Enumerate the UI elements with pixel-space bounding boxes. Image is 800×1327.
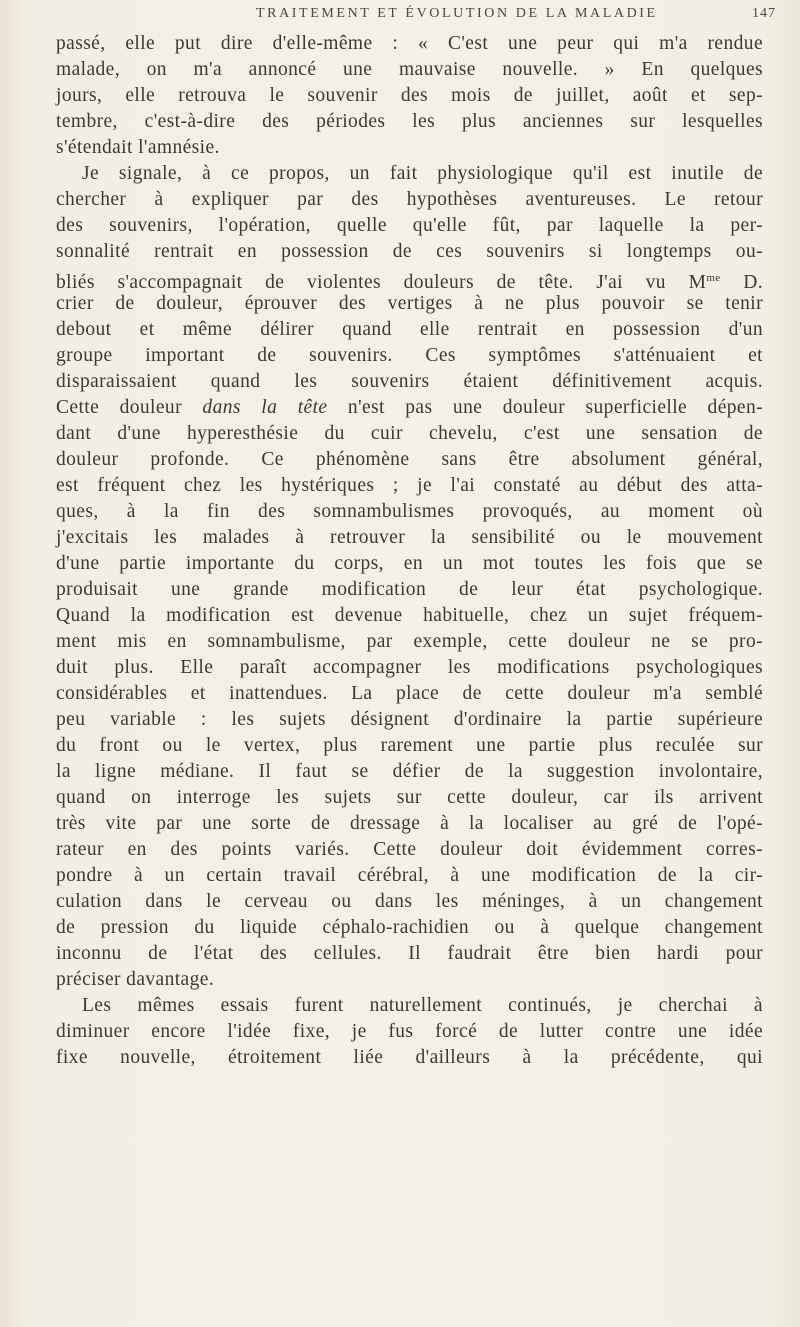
text-line: du front ou le vertex, plus rarement une partie plus reculée sur (56, 735, 763, 756)
text-line: disparaissaient quand les souvenirs étaient définitivement acquis. (56, 371, 763, 392)
text-line: la ligne médiane. Il faut se défier de la suggestion involontaire, (56, 761, 763, 782)
text-line: des souvenirs, l'opération, quelle qu'elle fût, par laquelle la per- (56, 215, 763, 236)
text-line: passé, elle put dire d'elle-même : « C'est une peur qui m'a rendue (56, 33, 763, 54)
page-header (0, 6, 800, 30)
text-line: s'étendait l'amnésie. (56, 137, 220, 158)
text-line: d'une partie importante du corps, en un mot toutes les fois que se (56, 553, 763, 574)
italic-phrase: dans la tête (202, 397, 328, 418)
page-number: 147 (752, 6, 776, 21)
text-line: est fréquent chez les hystériques ; je l'ai constaté au début des atta- (56, 475, 763, 496)
text-line: crier de douleur, éprouver des vertiges à ne plus pouvoir se tenir (56, 293, 763, 314)
text-line: diminuer encore l'idée fixe, je fus forcé de lutter contre une idée (56, 1021, 763, 1042)
text-line: Je signale, à ce propos, un fait physiologique qu'il est inutile de (82, 163, 763, 184)
text-line: peu variable : les sujets désignent d'ordinaire la partie supérieure (56, 709, 763, 730)
text-fragment: n'est pas une douleur superficielle dépen- (327, 397, 764, 418)
text-line: groupe important de souvenirs. Ces symptômes s'atténuaient et (56, 345, 763, 366)
text-line: duit plus. Elle paraît accompagner les modifications psychologiques (56, 657, 763, 678)
text-line: rateur en des points variés. Cette douleur doit évidemment corres- (56, 839, 763, 860)
text-line: préciser davantage. (56, 969, 215, 990)
text-line: douleur profonde. Ce phénomène sans être absolument général, (56, 449, 763, 470)
text-line: produisait une grande modification de leur état psychologique. (56, 579, 763, 600)
text-line: très vite par une sorte de dressage à la localiser au gré de l'opé- (56, 813, 763, 834)
body-text (56, 31, 763, 1071)
text-line: fixe nouvelle, étroitement liée d'ailleurs à la précédente, qui (56, 1047, 763, 1068)
text-fragment: D. (720, 272, 763, 293)
text-line: dant d'une hyperesthésie du cuir chevelu, c'est une sensation de (56, 423, 763, 444)
text-line: chercher à expliquer par des hypothèses aventureuses. Le retour (56, 189, 763, 210)
text-line: ques, à la fin des somnambulismes provoqués, au moment où (56, 501, 763, 522)
text-line: j'excitais les malades à retrouver la sensibilité ou le mouvement (56, 527, 763, 548)
running-title: TRAITEMENT ET ÉVOLUTION DE LA MALADIE (256, 6, 658, 21)
text-line: malade, on m'a annoncé une mauvaise nouvelle. » En quelques (56, 59, 763, 80)
text-fragment: Cette douleur (56, 397, 203, 418)
text-line (56, 395, 763, 421)
text-line: pondre à un certain travail cérébral, à une modification de la cir- (56, 865, 763, 886)
superscript: me (706, 272, 721, 284)
text-line: quand on interroge les sujets sur cette douleur, car ils arrivent (56, 787, 763, 808)
text-fragment: bliés s'accompagnait de violentes douleurs de tête. J'ai vu M (56, 272, 707, 293)
text-line: Quand la modification est devenue habituelle, chez un sujet fréquem- (56, 605, 763, 626)
text-line: ment mis en somnambulisme, par exemple, cette douleur ne se pro- (56, 631, 763, 652)
text-line (56, 265, 763, 291)
text-line: culation dans le cerveau ou dans les méninges, à un changement (56, 891, 763, 912)
text-line: de pression du liquide céphalo-rachidien ou à quelque changement (56, 917, 763, 938)
text-line: jours, elle retrouva le souvenir des mois de juillet, août et sep- (56, 85, 763, 106)
text-line: debout et même délirer quand elle rentrait en possession d'un (56, 319, 763, 340)
text-line: tembre, c'est-à-dire des périodes les plus anciennes sur lesquelles (56, 111, 763, 132)
text-line: sonnalité rentrait en possession de ces souvenirs si longtemps ou- (56, 241, 763, 262)
text-line: considérables et inattendues. La place de cette douleur m'a semblé (56, 683, 763, 704)
text-line: inconnu de l'état des cellules. Il faudrait être bien hardi pour (56, 943, 763, 964)
text-line: Les mêmes essais furent naturellement continués, je cherchai à (82, 995, 763, 1016)
